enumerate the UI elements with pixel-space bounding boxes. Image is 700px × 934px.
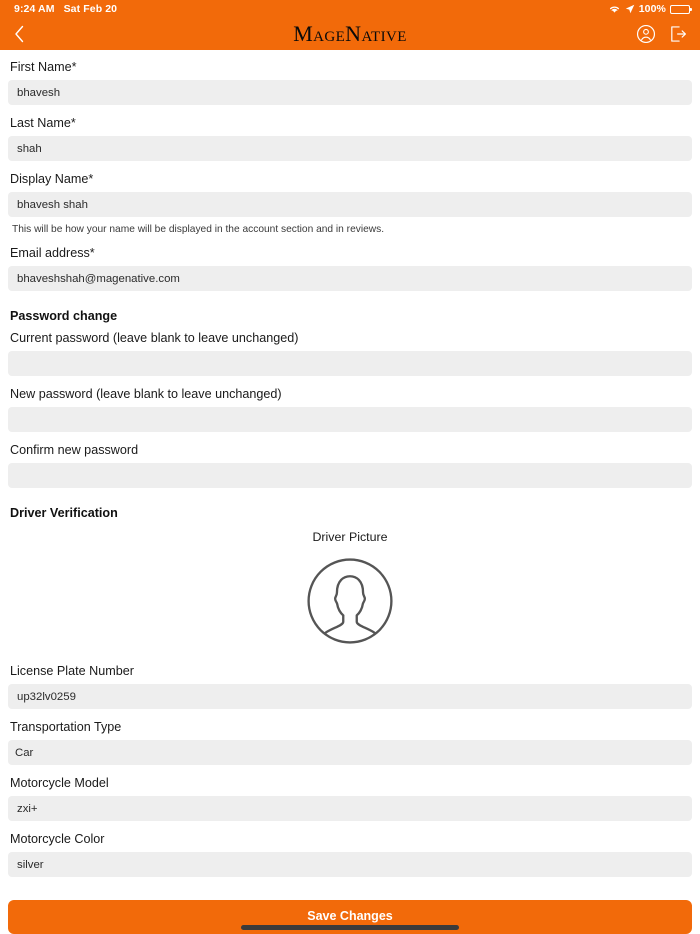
license-plate-input[interactable]: up32lv0259	[8, 684, 692, 709]
home-indicator	[241, 925, 459, 930]
first-name-input[interactable]: bhavesh	[8, 80, 692, 105]
email-input[interactable]: bhaveshshah@magenative.com	[8, 266, 692, 291]
user-placeholder-avatar-icon[interactable]	[305, 556, 395, 646]
confirm-password-label: Confirm new password	[10, 443, 139, 457]
motorcycle-model-label: Motorcycle Model	[10, 776, 109, 790]
status-date: Sat Feb 20	[63, 3, 118, 15]
motorcycle-model-field	[8, 776, 692, 821]
driver-picture-block	[8, 530, 692, 646]
current-password-input[interactable]	[8, 351, 692, 376]
transportation-type-select[interactable]: Car	[8, 740, 692, 765]
motorcycle-color-input[interactable]: silver	[8, 852, 692, 877]
battery-percent-label: 100%	[638, 3, 666, 15]
status-bar	[0, 0, 700, 18]
status-bar-left	[14, 3, 117, 15]
user-circle-icon[interactable]	[636, 24, 656, 44]
new-password-label: New password (leave blank to leave unchanged)	[10, 387, 282, 401]
last-name-field	[8, 116, 692, 161]
back-button[interactable]	[14, 21, 36, 47]
first-name-field	[8, 60, 692, 105]
wifi-icon	[608, 4, 621, 14]
license-plate-label: License Plate Number	[10, 664, 134, 678]
current-password-field	[8, 331, 692, 376]
display-name-helper-text: This will be how your name will be displayed in the account section and in reviews.	[12, 224, 385, 235]
display-name-field	[8, 172, 692, 236]
motorcycle-color-label: Motorcycle Color	[10, 832, 105, 846]
password-change-heading: Password change	[10, 309, 118, 323]
confirm-password-input[interactable]	[8, 463, 692, 488]
display-name-input[interactable]: bhavesh shah	[8, 192, 692, 217]
logout-icon[interactable]	[668, 24, 688, 44]
current-password-label: Current password (leave blank to leave unchanged)	[10, 331, 299, 345]
transportation-type-field	[8, 720, 692, 765]
driver-picture-caption: Driver Picture	[312, 530, 388, 544]
motorcycle-color-field	[8, 832, 692, 877]
email-field	[8, 246, 692, 291]
status-time: 9:24 AM	[14, 3, 55, 15]
status-bar-right	[608, 3, 690, 15]
license-plate-field	[8, 664, 692, 709]
display-name-label: Display Name*	[10, 172, 94, 186]
transportation-type-label: Transportation Type	[10, 720, 122, 734]
header-actions	[636, 24, 688, 44]
back-chevron-icon	[14, 25, 25, 43]
motorcycle-model-input[interactable]: zxi+	[8, 796, 692, 821]
confirm-password-field	[8, 443, 692, 488]
last-name-label: Last Name*	[10, 116, 76, 130]
app-header	[0, 18, 700, 50]
new-password-field	[8, 387, 692, 432]
location-arrow-icon	[625, 4, 635, 14]
email-label: Email address*	[10, 246, 95, 260]
driver-verification-heading: Driver Verification	[10, 506, 118, 520]
profile-form	[0, 50, 700, 877]
app-brand-logo: MageNative	[293, 21, 407, 46]
new-password-input[interactable]	[8, 407, 692, 432]
first-name-label: First Name*	[10, 60, 77, 74]
battery-full-icon	[670, 5, 690, 14]
save-changes-button[interactable]: Save Changes	[8, 900, 692, 934]
last-name-input[interactable]: shah	[8, 136, 692, 161]
